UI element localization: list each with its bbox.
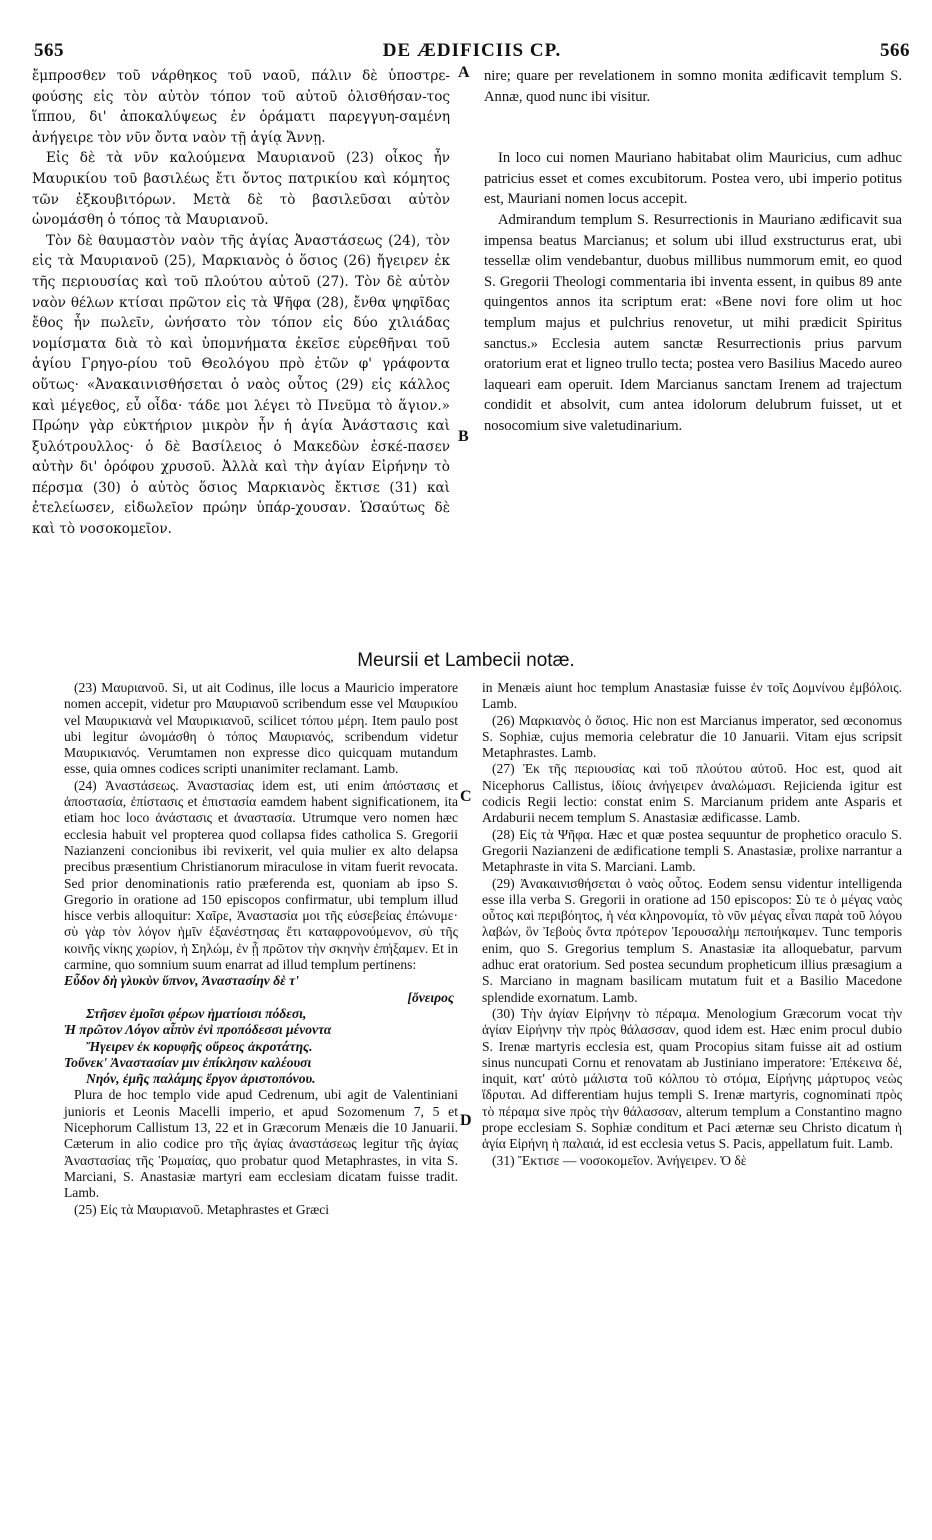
verse-line-continuation: [ὄνειρος [407,989,454,1005]
running-title: DE ÆDIFICIIS CP. [382,40,562,61]
verse-line: Εὗδον δὴ γλυκὺν ὕπνον, Ἀναστασίην δὲ τ' [64,973,299,989]
margin-letter-b: B [458,428,469,445]
note-paragraph: (30) Τὴν ἁγίαν Εἰρήνην τὸ πέραμα. Menologium Græcorum vocat τὴν ἁγίαν Εἰρήνην τὴν πρὸς θάλασσαν, quod idem est. Hæc enim procul dubio S. Irenæ martyris ecclesia est, quam Procopius sitam fuisse ait ad ostium sinus nuncupati Cornu et renovatam ab Justiniano imperatore: Ἐπέκεινα δέ, inquit, κατ' αὐτὸ μάλιστα τοῦ κόλπου τὸ στόμα, Εἰρήνης μάρτυρος νεὼς ἵδρυται. Ad differentiam hujus templi S. Irenæ martyris, cognominati πρὸς τὸ πέραμα sive πρὸς τὴν θάλασσαν, alterum templum a Constantino magno prope ecclesiam S. Sophiæ conditum et Paci æternæ seu Christo dicatum ἡ ἁγία Εἰρήνη ἡ παλαιά, id est ecclesia vetus S. Pacis, appellatum fuit. Lamb. [482,1005,902,1152]
note-paragraph: (28) Εἰς τὰ Ψῆφα. Hæc et quæ postea sequuntur de prophetico oraculo S. Gregorii Nazianzeni de ædificatione templi S. Anastasiæ, prolixe narrantur a Metaphraste in vita S. Marciani. Lamb. [482,826,902,875]
verse-line: Ἤγειρεν ἐκ κορυφῆς οὔρεος ἀκροτάτης. [86,1038,313,1054]
page-number-left: 565 [34,40,64,61]
notes-right-column [482,680,902,1169]
greek-text-column [32,66,450,540]
note-paragraph: (31) Ἔκτισε — νοσοκομεῖον. Ἀνήγειρεν. Ὁ δὲ [492,1152,747,1168]
verse-line: Ἡ πρῶτον Λόγον αἶπὺν ἐνὶ προπόδεσσι μένοντα [64,1022,332,1038]
margin-letter-c: C [460,788,472,805]
notes-left-column [64,680,458,1218]
page-number-right: 566 [880,40,910,61]
margin-letter-a: A [458,64,470,81]
verse-line: Νηόν, ἐμῆς παλάμης ἔργον ἀριστοπόνου. [86,1071,316,1087]
note-paragraph: (24) Ἀναστάσεως. Ἀναστασίας idem est, uti enim ἀπόστασις et ἀποστασία, ἐπίστασις et ἐπιστασία eamdem habent significationem, ita etiam hoc loco ἀνάστασις et ἀναστασία. Utrumque vero nomen hæc ecclesia habuit vel propterea quod collapsa fides catholica S. Gregorii Nazianzeni concionibus ibi revixerit, vel quia mulier ex alto delapsa precibus præsentium Christianorum miraculose in vitam fuerit revocata. Sed prior denominationis ratio præferenda est, quoniam ab ipso S. Gregorio in oratione ad 150 episcopos confirmatur, ubi templum illud hisce verbis alloquitur: Χαῖρε, Ἀναστασία μοι τῆς εὐσεβείας ἐπώνυμε· σὺ γὰρ τὸν λόγον ἡμῖν ἐξανέστησας ἔτι καταφρονούμενον, σὺ τῆς κοινῆς νίκης χωρίον, ἡ Σηλώμ, ἐν ᾗ πρῶτον τὴν σκηνὴν ἐπήξαμεν. Et in carmine, quo somnium suum enarrat ad illud templum pertinens: [64,777,458,973]
margin-letter-d: D [460,1112,472,1129]
latin-text-column [484,66,902,437]
note-paragraph: in Menæis aiunt hoc templum Anastasiæ fuisse ἐν τοῖς Δομνίνου ἐμβόλοις. Lamb. [482,680,902,712]
note-paragraph: (26) Μαρκιανὸς ὁ ὅσιος. Hic non est Marcianus imperator, sed œconomus S. Sophiæ, cujus memoria celebratur die 10 Januarii. Vitam ejus scripsit Metaphrastes. Lamb. [482,712,902,761]
note-paragraph: Plura de hoc templo vide apud Cedrenum, ubi agit de Valentiniani junioris et Leonis Macelli imperio, et apud Sozomenum 7, 5 et Nicephorum Callistum 13, 22 et in Græcorum Menæis die 10 Januarii. Cæterum in alio codice pro τῆς ἁγίας ἀναστάσεως legitur τῆς ἁγίας Ἀναστασίας τῆς Ῥωμαίας, quo probatur quod Metaphrastes, in vita S. Marciani, S. Anastasiæ martyri eam ecclesiam dicatam fuisse tradit. Lamb. [64,1087,458,1201]
note-paragraph: (23) Μαυριανοῦ. Si, ut ait Codinus, ille locus a Mauricio imperatore nomen accepit, videtur pro Μαυριανοῦ scribendum esse vel Μαυρικίου vel Μαυρικιανὰ vel Μαυρικιανοῦ, scilicet τόπου μέρη. Item paulo post ubi legitur ὠνομάσθη ὁ τόπος Μαυριανός, scribendum videtur Μαυρικιανός. Verumtamen non expresse dico quicquam mutandum esse, quia omnes codices scripti unanimiter reclamant. Lamb. [64,680,458,777]
verse-quotation [64,973,458,1087]
greek-paragraph: ἔμπροσθεν τοῦ νάρθηκος τοῦ ναοῦ, πάλιν δὲ ὑποστρε-φούσης εἰς τὸν αὐτὸν τόπον τοῦ αὐτοῦ ὀλισθήσαν-τος ἵππου, δι' ἀποκαλύψεως ἐν ὁράματι παρεγγυη-σαμένη ἀνήγειρε τὸν νῦν ὄντα ναὸν τῇ ἁγίᾳ Ἄννῃ. [32,68,450,146]
notes-heading: Meursii et Lambecii notæ. [357,650,575,671]
latin-paragraph: nire; quare per revelationem in somno monita ædificavit templum S. Annæ, quod nunc ibi visitur. [484,68,902,105]
running-header [34,40,910,66]
note-paragraph: (27) Ἐκ τῆς περιουσίας καὶ τοῦ πλούτου αὐτοῦ. Hoc est, quod ait Nicephorus Callistus, ἰδίοις ἀνήγειρεν ἀναλώμασι. Rejicienda igitur est codicis Regii lectio: constat enim S. Marcianum pridem ante Asparis et Ardaburii necem templum S. Anastasiæ ædificasse. Lamb. [482,761,902,826]
note-paragraph: (29) Ἀνακαινισθήσεται ὁ ναὸς οὗτος. Eodem sensu videntur intelligenda esse illa verba S. Gregorii in oratione ad 150 episcopos: Σὺ τε ὁ μέγας ναὸς οὗτος καὶ περιβόητος, ἡ νέα κληρονομία, τὸ νῦν μέγας εἶναι παρὰ τοῦ λόγου λαβών, ὃν Ἰεβοὺς ὄντα πρότερον Ἱερουσαλὴμ πεποιήκαμεν. Tunc temporis enim, quo S. Gregorius templum S. Anastasiæ ita alloquebatur, parvum adhuc erat oratorium. Sed postea secundum propheticum illius præsagium a S. Marciano in magnam basilicam mutatum fuit et a Basilio Macedone splendide exornatum. Lamb. [482,875,902,1005]
note-paragraph: (25) Εἰς τὰ Μαυριανοῦ. Metaphrastes et Græci [74,1201,330,1217]
latin-paragraph: In loco cui nomen Mauriano habitabat olim Mauricius, cum adhuc patricius esset et comes excubitorum. Postea vero, ubi imperio potitus est, Mauriani nomen locus accepit. [484,150,902,208]
verse-line: Στῆσεν ἐμοῖσι φέρων ἡματίοισι πόδεσι, [86,1005,307,1021]
latin-paragraph: Admirandum templum S. Resurrectionis in Mauriano ædificavit sua impensa beatus Marcianus; et solum ubi illud exstructurus erat, ubi tessellæ olim vendebantur, duobus millibus nummorum emit, eo quod S. Gregorii Theologi commentaria ibi inventa essent, in quibus 89 ante quingentos annos ita scriptum erat: «Bene novi fore olim ut hoc templum majus et pulchrius renovetur, ut mihi prædicit Spiritus sanctus.» Ecclesia autem sanctæ Resurrectionis prius parvum oratorium erat et ligneo trullo tecta; postea vero Basilius Macedo aureo laqueari eam operuit. Idem Marcianus sanctam Irenem ad trajectum condidit et absolvit, cum antea idolorum delubrum fuisset, ut et nosocomium sive valetudinarium. [484,211,902,434]
greek-paragraph: Τὸν δὲ θαυμαστὸν ναὸν τῆς ἁγίας Ἀναστάσεως (24), τὸν εἰς τὰ Μαυριανοῦ (25), Μαρκιανὸς ὁ ὅσιος (26) ἤγειρεν ἐκ τῆς περιουσίας καὶ τοῦ πλούτου αὐτοῦ (27). Τὸν δὲ αὐτὸν ναὸν θέλων κτίσαι πρῶτον εἰς τὰ Ψῆφα (28), ἔνθα ψηφῖδας ἔθος ἦν πωλεῖν, ὠνήσατο τὸν τόπον εἰς δύο χιλιάδας νομίσματα διὰ τὸ καὶ ὑπομνήματα ἐκεῖσε εὑρεθῆναι τοῦ ἁγίου Γρηγο-ρίου τοῦ Θεολόγου πρὸ ἐτῶν φ' γράφοντα οὕτως· «Ἀνακαινισθήσεται ὁ ναὸς οὗτος (29) εἰς κάλλος καὶ μέγεθος, εὖ οἶδα· τάδε μοι λέγει τὸ Πνεῦμα τὸ ἅγιον.» Πρώην γὰρ εὐκτήριον μικρὸν ἦν ἡ ἁγία Ἀνάστασις καὶ ξυλότρουλλος· ὁ δὲ Βασίλειος ὁ Μακεδὼν ἐσκέ-πασεν αὐτὴν δι' ὀρόφου χρυσοῦ. Ἀλλὰ καὶ τὴν ἁγίαν Εἰρήνην τὸ πέρσμα (30) ὁ αὐτὸς ὅσιος Μαρκιανὸς ἔκτισε (31) καὶ ἐτελείωσεν, εἰδωλεῖον πρώην ὑπάρ-χουσαν. Ὡσαύτως δὲ καὶ τὸ νοσοκομεῖον. [32,232,450,538]
verse-line: Τοὔνεκ' Ἀναστασίαν μιν ἐπίκλησιν καλέουσι [64,1054,312,1070]
greek-paragraph: Εἰς δὲ τὰ νῦν καλούμενα Μαυριανοῦ (23) οἶκος ἦν Μαυρικίου τοῦ βασιλέως ἔτι ὄντος πατρικίου καὶ κόμητος τῶν ἐξκουβιτόρων. Μετὰ δὲ τὸ βασιλεῦσαι αὐτὸν ὠνομάσθη ὁ τόπος τὰ Μαυριανοῦ. [32,150,450,229]
